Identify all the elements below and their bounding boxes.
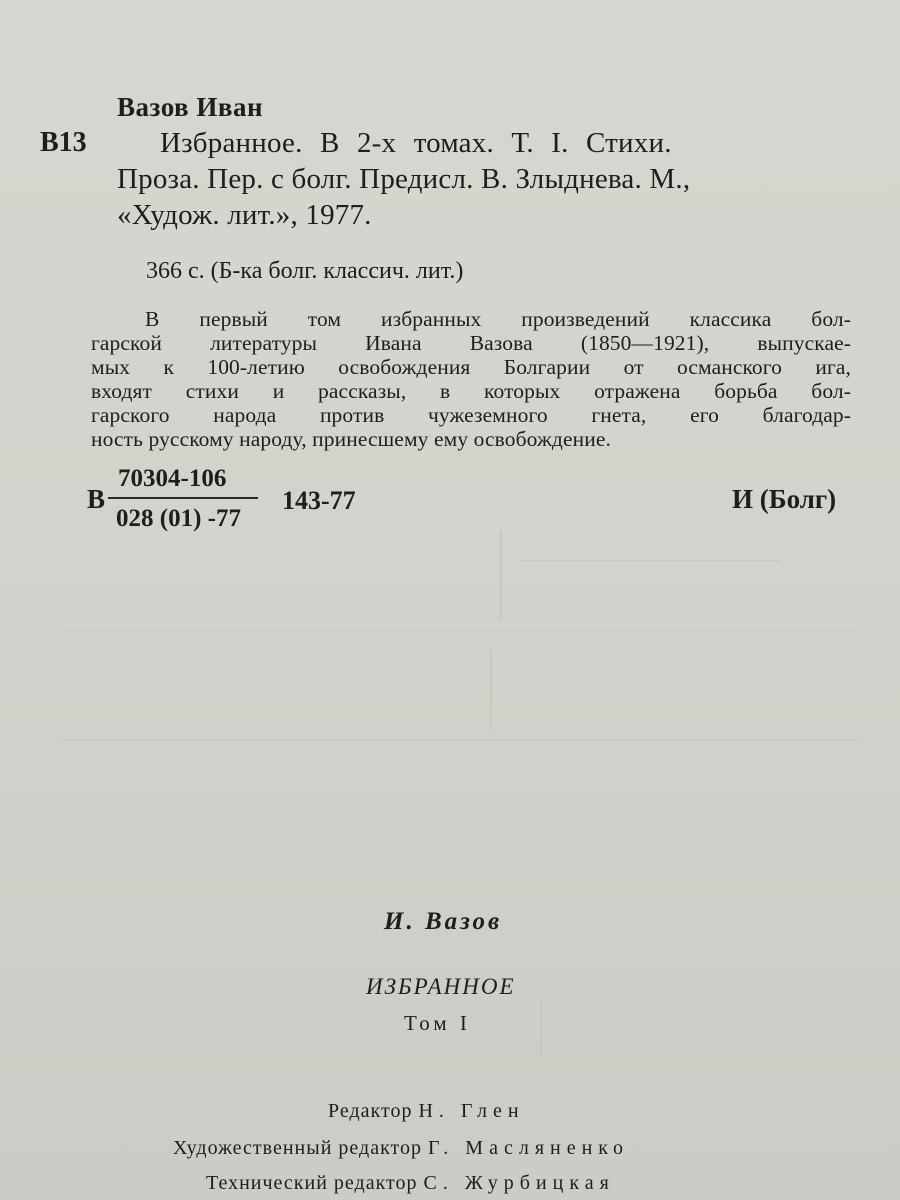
credit-role: Художественный редактор (173, 1137, 422, 1159)
credit-name: Г. Масляненко (428, 1137, 630, 1159)
card-title-line-3: «Худож. лит.», 1977. (117, 199, 372, 231)
credit-tech-editor (206, 1172, 615, 1195)
book-title: ИЗБРАННОЕ (366, 974, 516, 999)
card-annotation (91, 307, 851, 451)
title-author: И. Вазов (384, 908, 503, 935)
classification-code: И (Болг) (732, 484, 837, 514)
credit-art-editor (173, 1137, 629, 1160)
index-denominator: 028 (01) -77 (116, 505, 241, 532)
annotation-line: гарского народа против чужеземного гнета, его благодар- (91, 403, 851, 427)
ghost-rule (60, 630, 860, 631)
ghost-rule (500, 530, 502, 620)
ghost-rule (540, 1000, 542, 1060)
ghost-rule (60, 740, 860, 741)
annotation-line: мых к 100-летию освобождения Болгарии от османского ига, (91, 355, 851, 379)
credit-editor (328, 1100, 525, 1123)
index-letter: В (87, 484, 106, 514)
annotation-line: входят стихи и рассказы, в которых отражена борьба бол- (91, 379, 851, 403)
card-title-line-1: Избранное. В 2-х томах. Т. I. Стихи. (160, 127, 672, 159)
volume-label: Том I (404, 1011, 471, 1035)
fraction-rule (108, 497, 258, 499)
card-code: В13 (40, 127, 87, 158)
annotation-line: В первый том избранных произведений классика бол- (145, 307, 851, 331)
ghost-rule (520, 560, 780, 561)
card-title-line-2: Проза. Пер. с болг. Предисл. В. Злыднева. М., (117, 163, 691, 195)
annotation-line: гарской литературы Ивана Вазова (1850—1921), выпускае- (91, 331, 851, 355)
index-numerator: 70304-106 (118, 465, 227, 492)
card-author: Вазов Иван (117, 92, 263, 122)
ghost-rule (490, 650, 492, 730)
annotation-line: ность русскому народу, принесшему ему освобождение. (91, 427, 611, 451)
index-number: 143-77 (282, 486, 356, 515)
credit-role: Редактор (328, 1100, 413, 1122)
credit-name: Н. Глен (418, 1100, 525, 1122)
credit-role: Технический редактор (206, 1172, 418, 1194)
credit-name: С. Журбицкая (423, 1172, 615, 1194)
card-pages-series: 366 с. (Б-ка болг. классич. лит.) (146, 258, 464, 284)
